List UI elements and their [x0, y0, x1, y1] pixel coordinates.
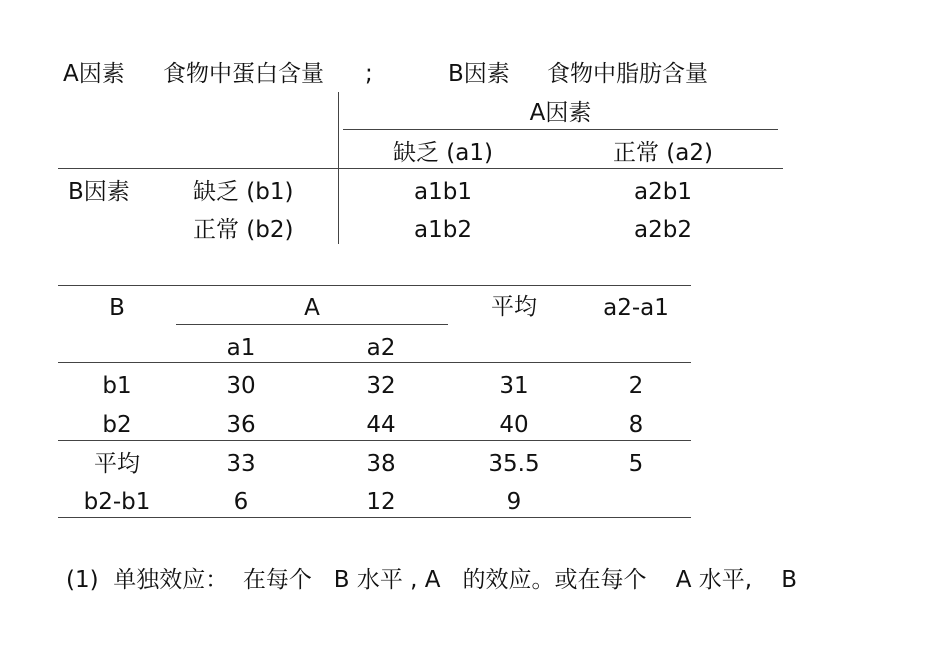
factor-a-description: 食物中蛋白含量	[163, 61, 324, 87]
results-cell: 30	[226, 373, 256, 399]
results-cell: 36	[226, 412, 256, 438]
results-head-b: B	[109, 295, 125, 321]
design-col-a1: 缺乏 (a1)	[393, 140, 493, 166]
design-row-group-label: B因素	[68, 179, 130, 205]
results-cell: 35.5	[488, 451, 540, 477]
results-cell: 33	[226, 451, 256, 477]
design-col-a2: 正常 (a2)	[613, 140, 713, 166]
results-head-a: A	[304, 295, 320, 321]
design-row-b1: 缺乏 (b1)	[193, 179, 294, 205]
results-cell: 40	[499, 412, 529, 438]
results-cell: 2	[628, 373, 644, 399]
results-cell: 8	[628, 412, 644, 438]
results-cell: 12	[366, 489, 396, 515]
results-row-label: b2-b1	[83, 489, 151, 515]
factor-b-label: B因素	[448, 61, 510, 87]
results-cell: 31	[499, 373, 529, 399]
results-top-rule	[58, 285, 691, 286]
results-header-rule	[58, 362, 691, 363]
footer-paragraph: (1) 单独效应： 在每个 B 水平 , A 的效应。或在每个 A 水平, B	[66, 567, 798, 593]
results-cell: 44	[366, 412, 396, 438]
design-cell-a1b1: a1b1	[414, 179, 472, 205]
results-head-diff: a2-a1	[603, 295, 669, 321]
design-header-rule	[58, 168, 783, 169]
results-cell: 38	[366, 451, 396, 477]
design-row-b2: 正常 (b2)	[193, 217, 294, 243]
factor-a-label: A因素	[63, 61, 125, 87]
results-row-label: b1	[102, 373, 132, 399]
results-row-label: 平均	[94, 451, 140, 477]
results-cell: 9	[506, 489, 522, 515]
results-cell: 32	[366, 373, 396, 399]
results-mid-rule	[58, 440, 691, 441]
design-col-group-label: A因素	[529, 100, 592, 126]
design-cell-a2b2: a2b2	[634, 217, 692, 243]
results-sub-a2: a2	[366, 335, 396, 361]
heading-separator: ;	[365, 61, 373, 87]
results-bottom-rule	[58, 517, 691, 518]
design-group-rule	[343, 129, 778, 130]
results-head-mean: 平均	[491, 294, 537, 320]
results-a-group-rule	[176, 324, 448, 325]
factor-b-description: 食物中脂肪含量	[547, 61, 708, 87]
design-cell-a2b1: a2b1	[634, 179, 692, 205]
results-row-label: b2	[102, 412, 132, 438]
results-cell: 5	[628, 451, 644, 477]
results-cell: 6	[233, 489, 249, 515]
design-cell-a1b2: a1b2	[414, 217, 472, 243]
results-sub-a1: a1	[226, 335, 256, 361]
